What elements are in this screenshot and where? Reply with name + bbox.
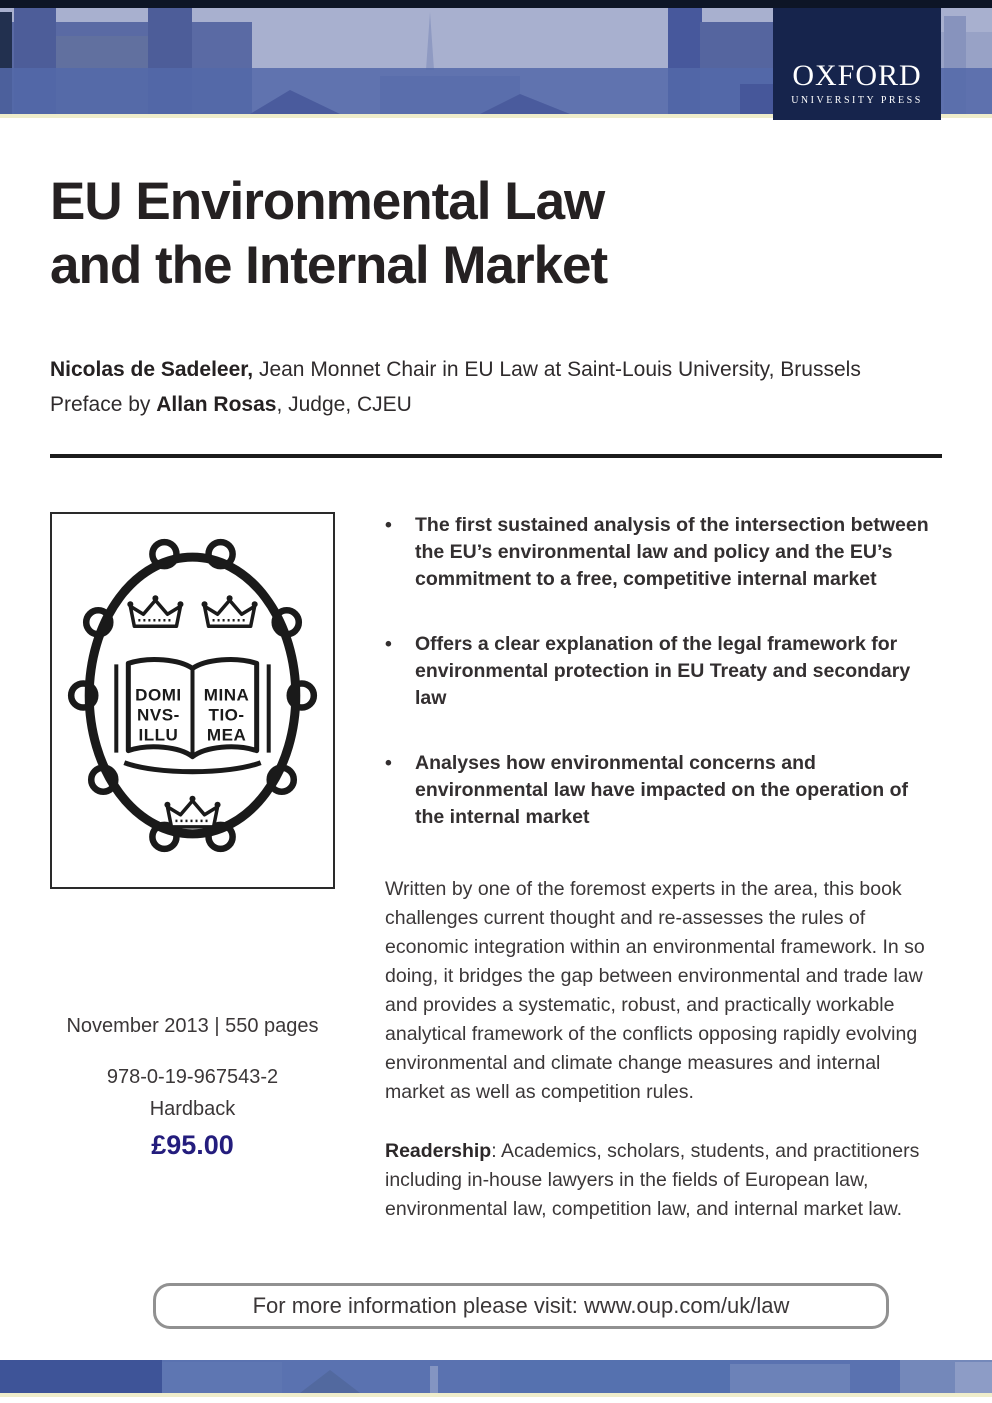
author-affiliation: Jean Monnet Chair in EU Law at Saint-Louis University, Brussels [253, 358, 861, 381]
left-column [50, 512, 335, 1224]
info-link-text: For more information please visit: www.oup.com/uk/law [252, 1293, 790, 1318]
readership-label: Readership [385, 1140, 492, 1162]
svg-text:ILLU: ILLU [138, 725, 179, 745]
bottom-banner [0, 1360, 992, 1397]
bullet-icon: • [385, 633, 392, 655]
divider-rule [50, 454, 942, 458]
isbn-number: 978-0-19-967543-2 [106, 1066, 279, 1088]
preface-line [50, 387, 942, 422]
right-column [385, 512, 942, 1224]
book-description: Written by one of the foremost experts in the area, this book challenges current thought and re-assesses the rules of economic integration within an environmental framework. In so doing, it bridges the gap between environmental and trade law and provides a systematic, robust, and practically workable analytical framework of the conflicts opposing rapidly evolving environmental and climate change measures and internal market as well as competition rules. [385, 878, 925, 1103]
highlights-list [385, 512, 942, 831]
top-banner [0, 8, 992, 114]
oxford-crest-icon [52, 514, 333, 887]
svg-text:DOMI: DOMI [135, 685, 182, 705]
book-title [50, 170, 942, 298]
book-title-line2: and the Internal Market [50, 236, 608, 295]
highlight-item [385, 512, 942, 593]
bottom-accent-line [0, 1393, 992, 1397]
oxford-logo-wordmark: OXFORD [792, 59, 922, 92]
highlight-text: The first sustained analysis of the intersection between the EU’s environmental law and policy and the EU’s commitment to a free, competitive internal market [415, 514, 929, 590]
author-name: Nicolas de Sadeleer, [50, 358, 254, 381]
publication-date-pages: November 2013 | 550 pages [66, 1015, 319, 1037]
author-block [50, 352, 942, 422]
author-line [50, 352, 942, 387]
oxford-crest-box [50, 512, 335, 889]
price-label: £95.00 [151, 1130, 234, 1160]
university-press-label: UNIVERSITY PRESS [791, 95, 923, 106]
top-dark-bar [0, 0, 992, 8]
oup-logo-box [773, 8, 941, 120]
bullet-icon: • [385, 752, 392, 774]
svg-text:TIO-: TIO- [208, 705, 245, 725]
bullet-icon: • [385, 514, 392, 536]
highlight-item [385, 750, 942, 831]
info-link[interactable] [153, 1283, 889, 1329]
preface-suffix: , Judge, CJEU [276, 393, 412, 416]
svg-text:MEA: MEA [206, 725, 247, 745]
main-content [0, 170, 992, 1224]
format-label: Hardback [149, 1098, 236, 1120]
bottom-skyline-image [0, 1360, 992, 1393]
preface-author: Allan Rosas [156, 393, 277, 416]
content-columns [50, 512, 942, 1224]
svg-text:MINA: MINA [203, 685, 250, 705]
svg-text:NVS-: NVS- [137, 705, 180, 725]
book-title-line1: EU Environmental Law [50, 172, 605, 231]
preface-prefix: Preface by [50, 393, 157, 416]
publication-details [50, 1015, 335, 1161]
highlight-text: Offers a clear explanation of the legal framework for environmental protection in EU Treaty and secondary law [415, 633, 911, 709]
highlight-text: Analyses how environmental concerns and environmental law have impacted on the operation of the internal market [415, 752, 909, 828]
highlight-item [385, 631, 942, 712]
readership-paragraph [385, 1137, 942, 1224]
readership-text: : Academics, scholars, students, and practitioners including in-house lawyers in the fields of European law, environmental law, competition law, and internal market law. [385, 1140, 920, 1220]
